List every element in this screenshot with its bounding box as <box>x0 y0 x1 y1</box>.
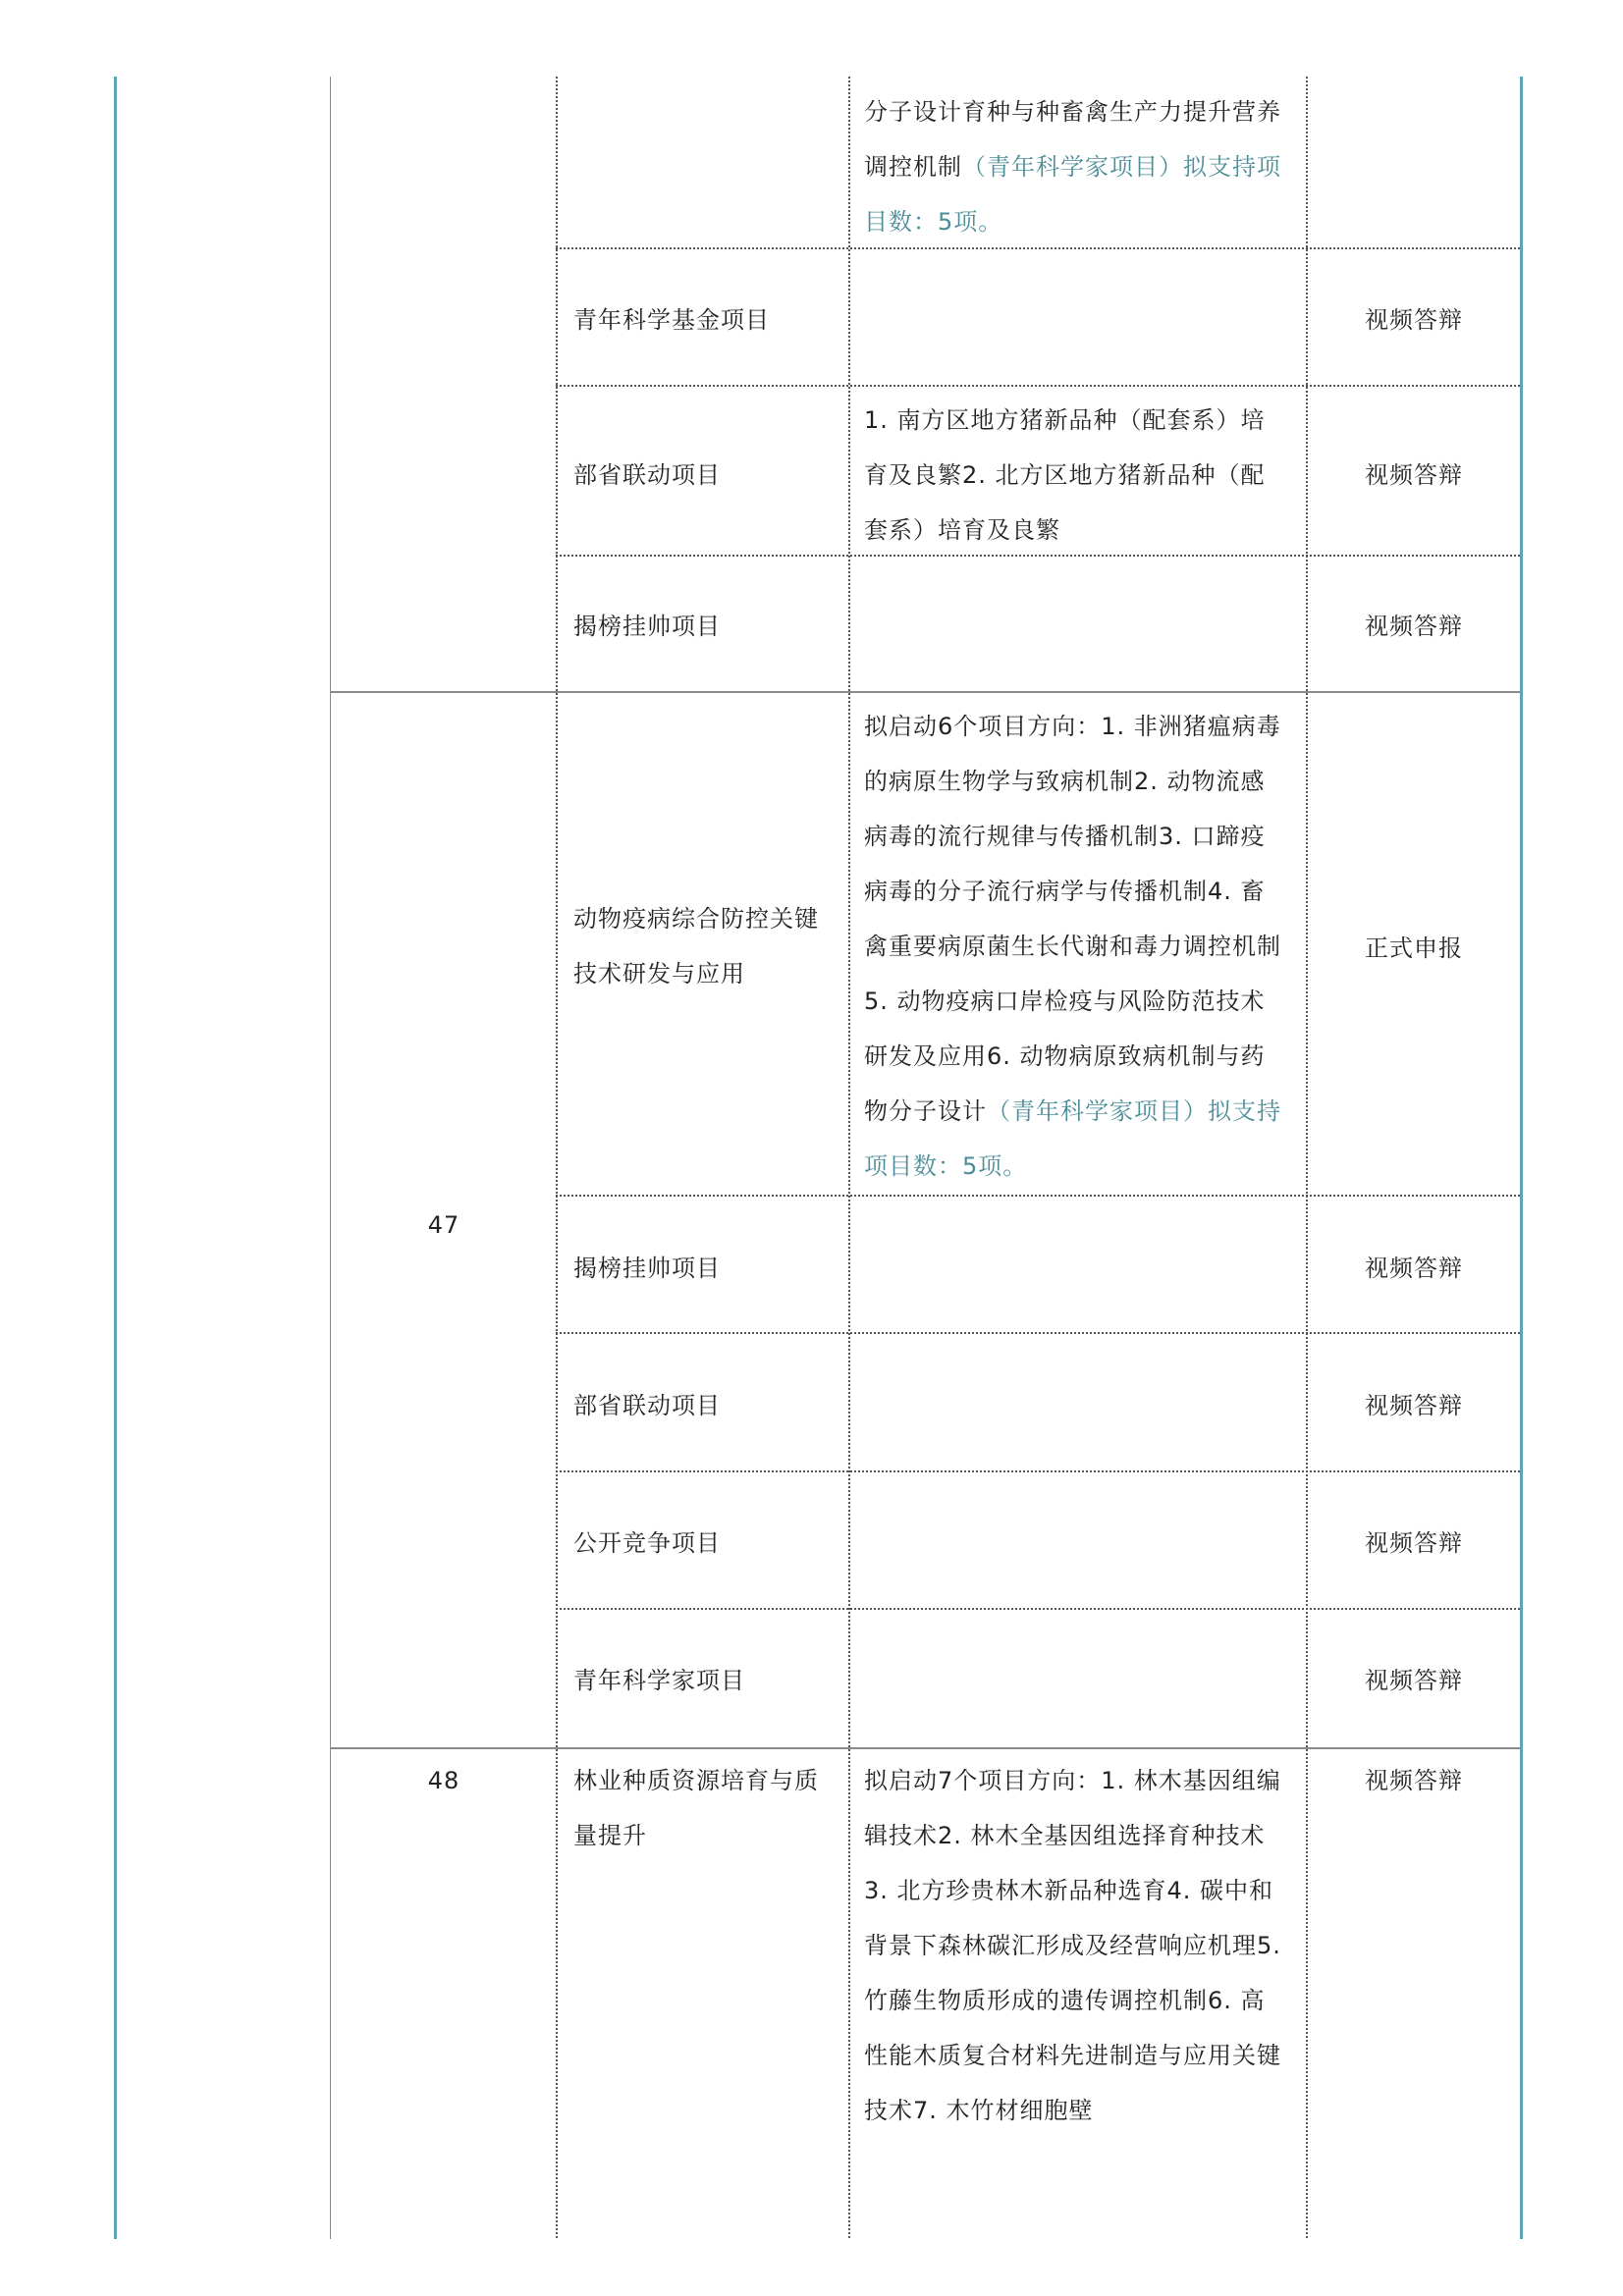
row-sep <box>556 1195 1520 1197</box>
method-cell: 视频答辩 <box>1365 1392 1463 1419</box>
method-cell: 视频答辩 <box>1365 1529 1463 1557</box>
method-cell: 正式申报 <box>1365 934 1463 962</box>
method-cell: 视频答辩 <box>1365 1667 1463 1694</box>
row-sep <box>556 1470 1520 1472</box>
row-sep <box>556 1608 1520 1610</box>
col-divider-2 <box>556 77 558 2239</box>
type-cell: 部省联动项目 <box>573 461 721 489</box>
type-cell: 揭榜挂帅项目 <box>573 613 721 640</box>
row-sep-group <box>330 691 1520 693</box>
frame-right-border <box>1520 77 1523 2239</box>
col-divider-4 <box>1306 77 1308 2239</box>
content-cell: 拟启动6个项目方向：1. 非洲猪瘟病毒的病原生物学与致病机制2. 动物流感病毒的流行规律与传播机制3. 口蹄疫病毒的分子流行病学与传播机制4. 畜禽重要病原菌生长代谢和毒力调控机制5. 动物疫病口岸检疫与风险防范技术研发及应用6. 动物病原致病机制与药物分子设计（青年科学家项目）拟支持项目数：5项。 <box>864 713 1281 1180</box>
content-cell: 拟启动7个项目方向：1. 林木基因组编辑技术2. 林木全基因组选择育种技术3. 北方珍贵林木新品种选育4. 碳中和背景下森林碳汇形成及经营响应机理5. 竹藤生物质形成的遗传调控机制6. 高性能木质复合材料先进制造与应用关键技术7. 木竹材细胞壁 <box>864 1767 1281 2124</box>
content-highlight: （青年科学家项目）拟支持项目数：5项。 <box>864 1097 1281 1180</box>
type-cell: 青年科学基金项目 <box>573 306 770 334</box>
type-cell: 揭榜挂帅项目 <box>573 1255 721 1282</box>
row-sep <box>556 385 1520 387</box>
method-cell: 视频答辩 <box>1365 461 1463 489</box>
method-cell: 视频答辩 <box>1365 306 1463 334</box>
col-divider-3 <box>848 77 850 2239</box>
content-cell: 1. 南方区地方猪新品种（配套系）培育及良繁2. 北方区地方猪新品种（配套系）培育及良繁 <box>864 406 1266 544</box>
col-divider-1 <box>330 77 331 2239</box>
method-cell: 视频答辩 <box>1365 613 1463 640</box>
row-number: 48 <box>427 1767 460 1794</box>
row-sep <box>556 1332 1520 1334</box>
method-cell: 视频答辩 <box>1365 1255 1463 1282</box>
type-cell: 公开竞争项目 <box>573 1529 721 1557</box>
content-highlight: （青年科学家项目）拟支持项目数：5项。 <box>864 153 1281 236</box>
type-cell: 林业种质资源培育与质量提升 <box>573 1767 819 1849</box>
row-sep-group <box>330 1747 1520 1749</box>
content-cell: 分子设计育种与种畜禽生产力提升营养调控机制（青年科学家项目）拟支持项目数：5项。 <box>864 98 1281 236</box>
type-cell: 青年科学家项目 <box>573 1667 745 1694</box>
frame-left-border <box>114 77 117 2239</box>
type-cell: 部省联动项目 <box>573 1392 721 1419</box>
row-number: 47 <box>427 1211 460 1239</box>
method-cell: 视频答辩 <box>1365 1767 1463 1794</box>
type-cell: 动物疫病综合防控关键技术研发与应用 <box>573 905 819 988</box>
